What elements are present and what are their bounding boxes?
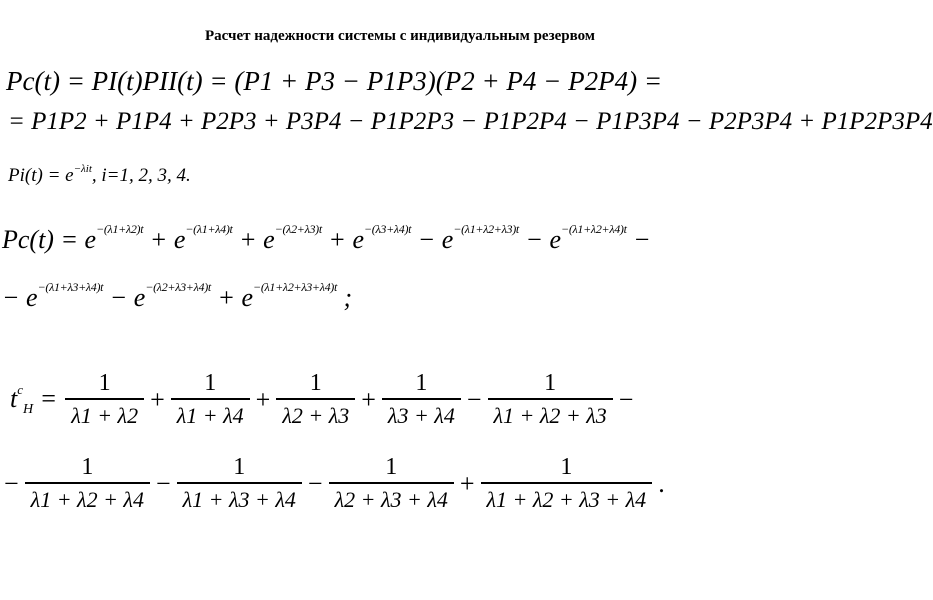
equation-7 [0,452,669,516]
equation-5 [2,280,352,313]
eq4-lhs: Pс(t) = [2,225,85,254]
fraction: $\frac{1}{\lambda 1 + \lambda 2 + \lambda 4}$ [25,452,150,516]
fraction: $\frac{1}{\lambda 1 + \lambda 3 + \lambda 4}$ [177,452,302,516]
fraction: $\frac{1}{\lambda 3 + \lambda 4}$ [382,368,461,432]
fraction: $\frac{1}{\lambda 1 + \lambda 2 + \lambda 3 + \lambda 4}$ [481,452,653,516]
equation-1: Pс(t) = PI(t)PII(t) = (P1 + P3 − P1P3)(P2 + P4 − P2P4) = [6,66,663,96]
eq5-trail: ; [343,283,353,312]
eq5-term: − $e^{-(\lambda 1+\lambda 3+\lambda 4)t}$ [2,280,104,312]
eq4-term: − $e^{-(\lambda 1+\lambda 2+\lambda 3)t}$ [417,222,519,254]
equation-4 [2,222,651,255]
eq3-lhs: Pi(t) = e [8,165,74,186]
equation-3 [8,163,191,187]
eq5-term: + $e^{-(\lambda 1+\lambda 2+\lambda 3+\lambda 4)t}$ [217,280,338,312]
page-title: Расчет надежности системы с индивидуальным резервом [204,28,596,44]
fraction: $\frac{1}{\lambda 1 + \lambda 2}$ [65,368,144,432]
equation-6 [0,368,637,432]
operator: + [150,385,165,414]
fraction: $\frac{1}{\lambda 1 + \lambda 2 + \lambda 3}$ [488,368,613,432]
eq6-lhs: $t^с_H$ = [10,381,58,418]
eq4-term: − $e^{-(\lambda 1+\lambda 2+\lambda 4)t}$ [525,222,627,254]
eq4-trail: − [633,225,651,254]
eq3-exponent: −λit [73,163,92,175]
fraction: $\frac{1}{\lambda 2 + \lambda 3 + \lambda 4}$ [329,452,454,516]
fraction: $\frac{1}{\lambda 1 + \lambda 4}$ [171,368,250,432]
operator: + [459,469,475,498]
eq3-rest: , i=1, 2, 3, 4. [91,165,191,186]
eq4-term: + $e^{-(\lambda 2+\lambda 3)t}$ [239,222,322,254]
equation-2: = P1P2 + P1P4 + P2P3 + P3P4 − P1P2P3 − P1P2P4 − P1P3P4 − P2P3P4 + P1P2P3P4 [8,108,933,135]
operator: − [466,385,482,414]
eq4-term: $e^{-(\lambda 1+\lambda 2)t}$ [84,222,144,254]
operator: . [658,469,665,498]
operator: + [361,385,376,414]
eq4-term: + $e^{-(\lambda 3+\lambda 4)t}$ [328,222,412,254]
eq5-term: − $e^{-(\lambda 2+\lambda 3+\lambda 4)t}$ [109,280,211,312]
operator: − [307,469,323,498]
operator: + [255,385,271,414]
operator: − [618,385,634,414]
operator: − [155,469,171,498]
eq4-term: + $e^{-(\lambda 1+\lambda 4)t}$ [149,222,233,254]
fraction: $\frac{1}{\lambda 2 + \lambda 3}$ [276,368,355,432]
operator: − [4,469,19,498]
